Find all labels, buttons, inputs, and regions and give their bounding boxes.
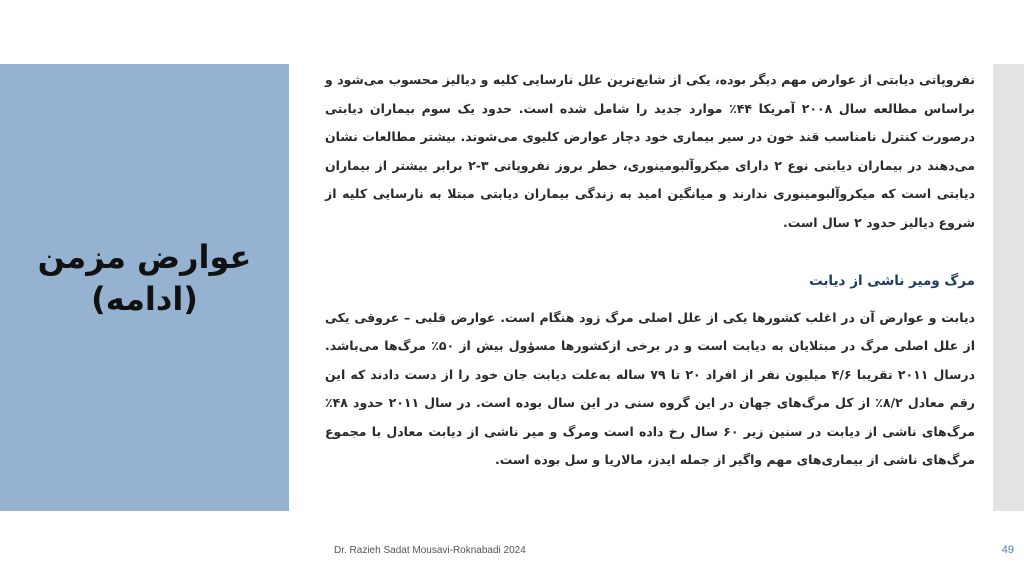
slide-title-line2: (ادامه) (91, 279, 198, 318)
page-number: 49 (1001, 544, 1014, 556)
side-strip (993, 64, 1024, 511)
title-panel (0, 64, 289, 511)
content-image (289, 64, 993, 511)
slide-title-line1: عوارض مزمن (37, 237, 252, 276)
paragraph-nephropathy: نفروپاتی دیابتی از عوارض مهم دیگر بوده، یکی از شایع‌ترین علل نارسایی کلیه و دیالیز محسوب می‌شود و براساس مطالعه سال ۲۰۰۸ آمریکا ۴۴٪ موارد جدید را شامل شده است. حدود یک سوم بیماران دیابتی درصورت کنترل نامناسب قند خون در سیر بیماری خود دچار عوارض کلیوی می‌شوند. بیشتر مطالعات نشان می‌دهند در بیماران دیابتی نوع ۲ دارای میکروآلبومینوری، خطر بروز نفروپاتی ۳-۲ برابر بیشتر از بیماران دیابتی است که میکروآلبومینوری ندارند و میانگین امید به زندگی بیماران دیابتی مبتلا به نارسایی کلیه از شروع دیالیز حدود ۲ سال است. (325, 72, 975, 230)
footer-author: Dr. Razieh Sadat Mousavi-Roknabadi 2024 (334, 545, 526, 556)
section-heading-mortality: مرگ ومیر ناشی از دیابت (809, 273, 975, 289)
paragraph-mortality: دیابت و عوارض آن در اغلب کشورها یکی از علل اصلی مرگ زود هنگام است. عوارض قلبی – عروقی یکی از علل اصلی مرگ در مبتلایان به دیابت است و در برخی ازکشورها مسؤول بیش از ۵۰٪ مرگ‌ها می‌باشد. درسال ۲۰۱۱ تقریبا ۴/۶ میلیون نفر از افراد ۲۰ تا ۷۹ ساله به‌علت دیابت جان خود را از دست دادند که این رقم معادل ۸/۲٪ از کل مرگ‌های جهان در این گروه سنی در این سال بوده است. در سال ۲۰۱۱ حدود ۴۸٪ مرگ‌های ناشی از دیابت در سنین زیر ۶۰ سال رخ داده است ومرگ و میر ناشی از دیابت معادل با مجموع مرگ‌های ناشی از بیماری‌های مهم واگیر از جمله ایدز، مالاریا و سل بوده است. (325, 310, 976, 468)
slide-title (38, 236, 252, 320)
